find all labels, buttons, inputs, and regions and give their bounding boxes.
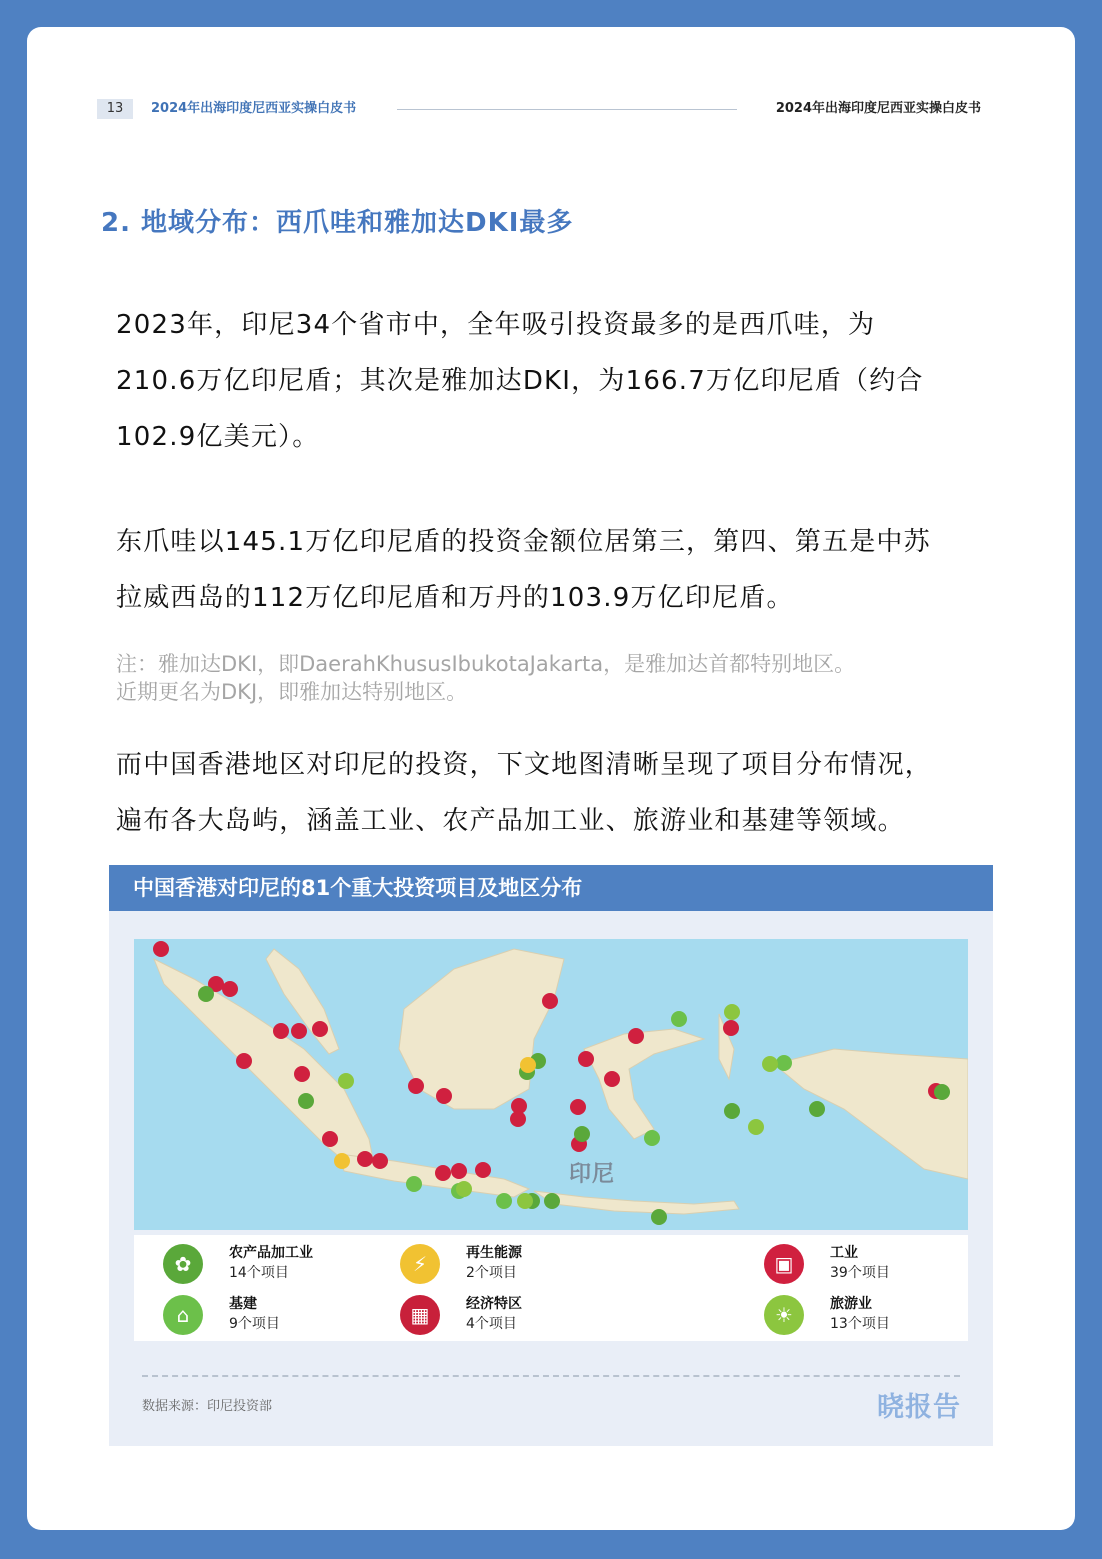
section-title: 2. 地域分布：西爪哇和雅加达DKI最多 — [101, 208, 574, 238]
paragraph-line: 而中国香港地区对印尼的投资，下文地图清晰呈现了项目分布情况， — [116, 750, 933, 780]
figure-title: 中国香港对印尼的81个重大投资项目及地区分布 — [133, 876, 583, 900]
note-text — [116, 650, 996, 706]
document-title-right: 2024年出海印度尼西亚实操白皮书 — [775, 101, 981, 116]
legend-count: 4个项目 — [466, 1316, 517, 1332]
wheat-icon: ✿ — [163, 1244, 203, 1284]
lesser-sunda-islands — [534, 1191, 739, 1214]
paragraph-line: 遍布各大岛屿，涵盖工业、农产品加工业、旅游业和基建等领域。 — [116, 806, 905, 836]
legend-item-agro — [159, 1241, 379, 1287]
legend-item-energy — [396, 1241, 616, 1287]
legend-name: 经济特区 — [466, 1296, 522, 1312]
legend-name: 农产品加工业 — [229, 1245, 313, 1261]
legend-item-sez — [396, 1292, 616, 1338]
document-title-left: 2024年出海印度尼西亚实操白皮书 — [151, 101, 357, 116]
legend-count: 13个项目 — [830, 1316, 890, 1332]
legend-name: 旅游业 — [830, 1296, 872, 1312]
map-country-label: 印尼 — [569, 1162, 616, 1187]
note-line: 近期更名为DKJ，即雅加达特别地区。 — [116, 680, 468, 704]
legend-count: 39个项目 — [830, 1265, 890, 1281]
paragraph-3 — [116, 737, 996, 849]
paragraph-line: 2023年，印尼34个省市中，全年吸引投资最多的是西爪哇，为 — [116, 310, 876, 340]
paragraph-1 — [116, 297, 996, 465]
legend-count: 9个项目 — [229, 1316, 280, 1332]
page-number: 13 — [97, 99, 133, 119]
papua-island — [774, 1049, 968, 1179]
lightning-icon: ⚡ — [400, 1244, 440, 1284]
legend-item-infra — [159, 1292, 379, 1338]
paragraph-line: 210.6万亿印尼盾；其次是雅加达DKI，为166.7万亿印尼盾（约合 — [116, 366, 924, 396]
sulawesi-island — [584, 1029, 704, 1139]
paragraph-line: 拉威西岛的112万亿印尼盾和万丹的103.9万亿印尼盾。 — [116, 583, 794, 613]
building-icon: ⌂ — [163, 1295, 203, 1335]
legend-name: 再生能源 — [466, 1245, 522, 1261]
map-svg — [134, 939, 968, 1230]
indonesia-map — [134, 939, 968, 1230]
page-header — [97, 99, 981, 121]
legend-name: 工业 — [830, 1245, 858, 1261]
figure-header — [109, 865, 993, 911]
factory-icon: ▣ — [764, 1244, 804, 1284]
legend-item-industry — [760, 1241, 980, 1287]
legend-count: 14个项目 — [229, 1265, 289, 1281]
header-divider — [397, 109, 737, 110]
paragraph-line: 102.9亿美元）。 — [116, 422, 320, 452]
figure-panel — [109, 865, 993, 1446]
sumatra-island — [154, 959, 374, 1169]
palm-icon: ☀ — [764, 1295, 804, 1335]
brand-logo: 晓报告 — [877, 1392, 961, 1423]
paragraph-2 — [116, 514, 996, 626]
page-sheet — [27, 27, 1075, 1530]
map-legend — [134, 1235, 968, 1341]
dashed-divider — [142, 1375, 960, 1377]
legend-name: 基建 — [229, 1296, 257, 1312]
data-source: 数据来源：印尼投资部 — [142, 1399, 273, 1414]
zone-icon: ▦ — [400, 1295, 440, 1335]
legend-count: 2个项目 — [466, 1265, 517, 1281]
note-line: 注：雅加达DKI，即DaerahKhususIbukotaJakarta，是雅加达首都特别地区。 — [116, 652, 856, 676]
legend-item-tourism — [760, 1292, 980, 1338]
paragraph-line: 东爪哇以145.1万亿印尼盾的投资金额位居第三，第四、第五是中苏 — [116, 527, 931, 557]
